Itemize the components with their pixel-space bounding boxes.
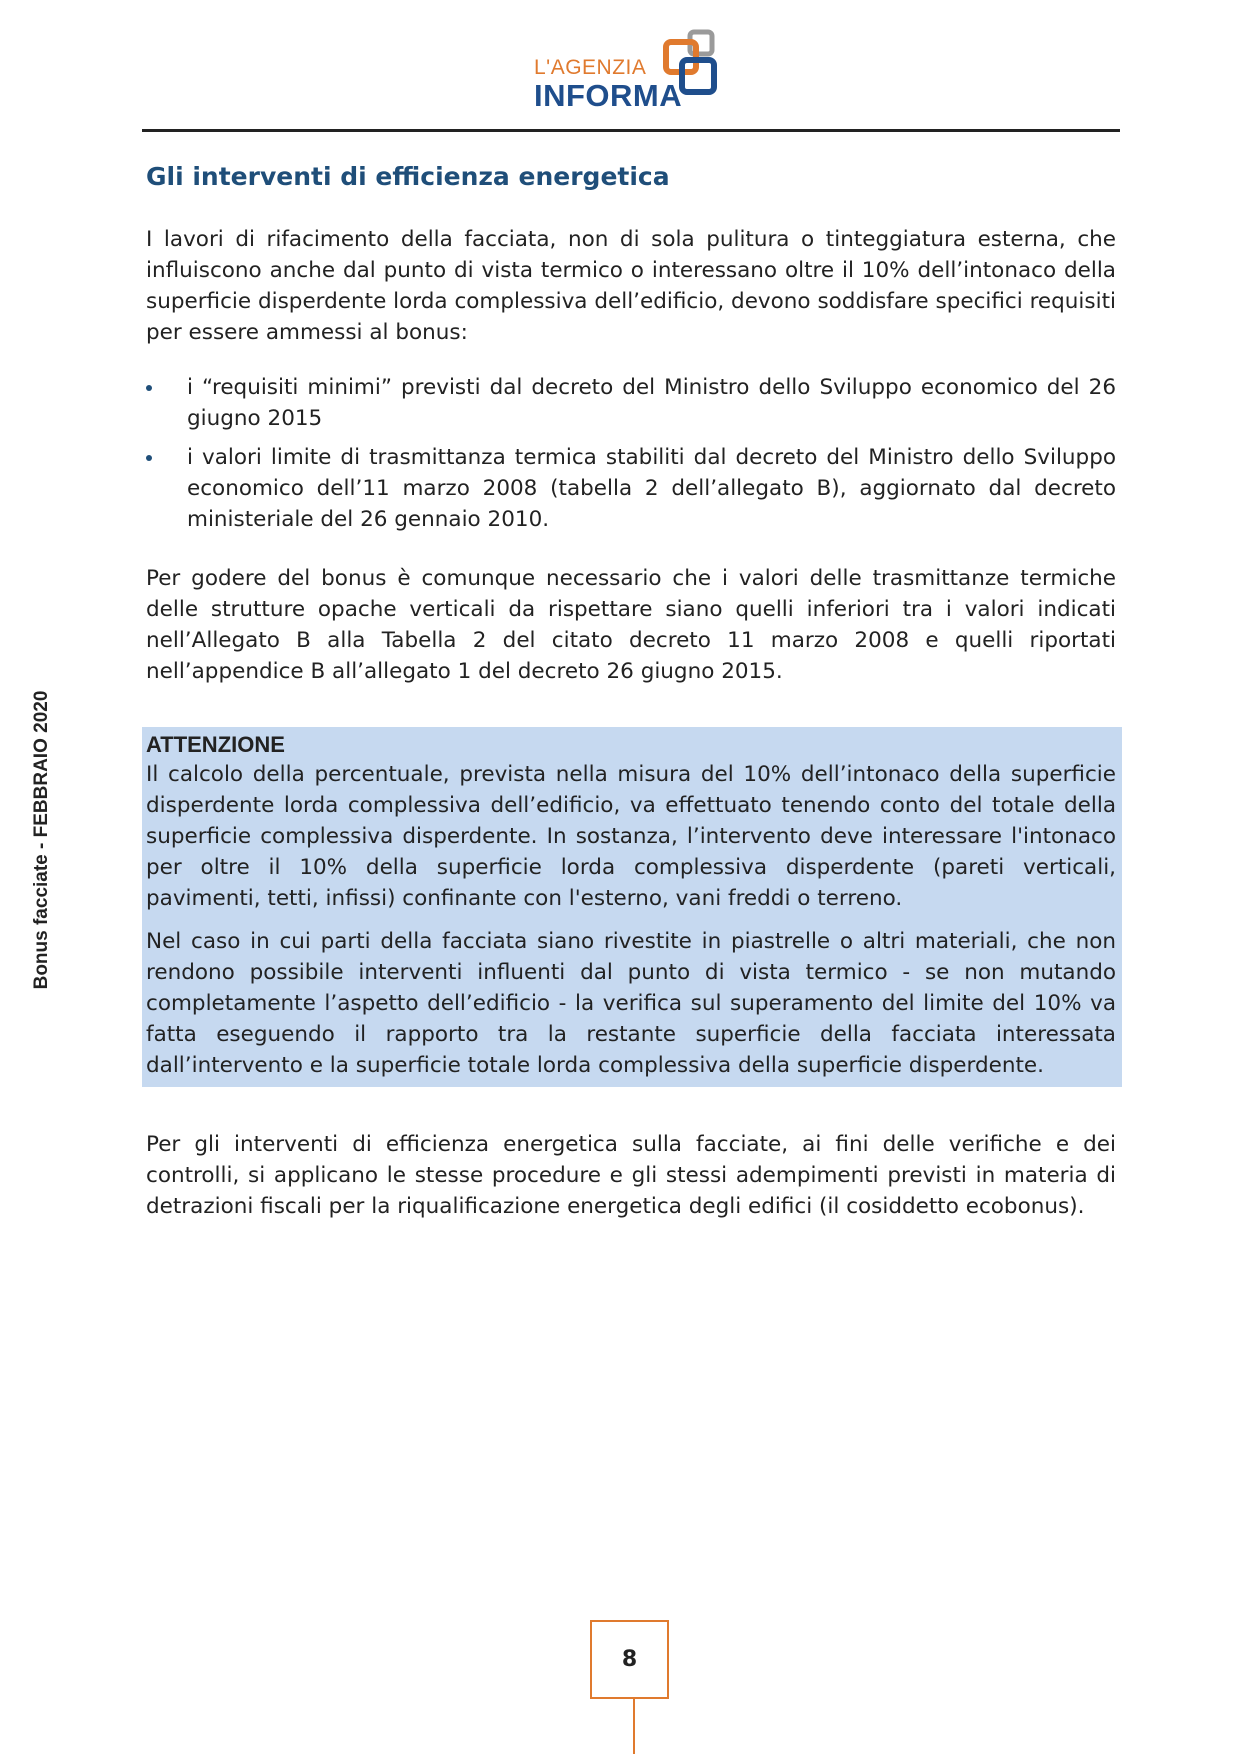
bullet-icon xyxy=(146,385,152,391)
attention-paragraph-1: Il calcolo della percentuale, prevista nella misura del 10% dell’intonaco della superficie disperdente lorda complessiva dell’edificio, va effettuato tenendo conto del totale della superficie complessiva disperdente. In sostanza, l’intervento deve interessare l'intonaco per oltre il 10% della superficie lorda complessiva disperdente (pareti verticali, pavimenti, tetti, infissi) confinante con l'esterno, vani freddi o terreno. xyxy=(146,762,1116,911)
logo-squares-icon xyxy=(662,28,734,100)
procedures-paragraph: Per gli interventi di efficienza energetica sulla facciate, ai fini delle verifiche e dei controlli, si applicano le stesse procedure e gli stessi adempimenti previsti in materia di detrazioni fiscali per la riqualificazione energetica degli edifici (il cosiddetto ecobonus). xyxy=(146,1132,1116,1219)
list-item-text: i valori limite di trasmittanza termica stabiliti dal decreto del Ministro dello Sviluppo economico dell’11 marzo 2008 (tabella 2 dell’allegato B), aggiornato dal decreto ministeriale del 26 gennaio 2010. xyxy=(187,445,1116,532)
logo-line-2: INFORMA xyxy=(534,78,683,113)
bullet-icon xyxy=(146,455,152,461)
requirements-list xyxy=(146,372,1116,535)
logo-line-1: L'AGENZIA xyxy=(534,56,647,79)
list-item xyxy=(146,442,1116,535)
transmittance-paragraph: Per godere del bonus è comunque necessario che i valori delle trasmittanze termiche delle strutture opache verticali da rispettare siano quelli inferiori tra i valori indicati nell’Allegato B alla Tabella 2 del citato decreto 11 marzo 2008 e quelli riportati nell’appendice B all’allegato 1 del decreto 26 giugno 2015. xyxy=(146,566,1116,684)
agenzia-informa-logo xyxy=(534,28,734,114)
list-item xyxy=(146,372,1116,434)
page-number: 8 xyxy=(590,1620,669,1699)
header-divider xyxy=(142,129,1120,132)
side-document-label: Bonus facciate - FEBBRAIO 2020 xyxy=(31,690,52,990)
page-content xyxy=(146,160,1116,1222)
list-item-text: i “requisiti minimi” previsti dal decreto del Ministro dello Sviluppo economico del 26 giugno 2015 xyxy=(187,375,1116,431)
intro-paragraph: I lavori di rifacimento della facciata, non di sola pulitura o tinteggiatura esterna, che influiscono anche dal punto di vista termico o interessano oltre il 10% dell’intonaco della superficie disperdente lorda complessiva dell’edificio, devono soddisfare specifici requisiti per essere ammessi al bonus: xyxy=(146,227,1116,345)
attention-box xyxy=(142,727,1122,1087)
page-number-line xyxy=(633,1699,635,1754)
attention-paragraph-2: Nel caso in cui parti della facciata siano rivestite in piastrelle o altri materiali, che non rendono possibile interventi influenti dal punto di vista termico - se non mutando completamente l’aspetto dell’edificio - la verifica sul superamento del limite del 10% va fatta eseguendo il rapporto tra la restante superficie della facciata interessata dall’intervento e la superficie totale lorda complessiva della superficie disperdente. xyxy=(146,929,1116,1078)
section-title: Gli interventi di efficienza energetica xyxy=(146,162,670,191)
attention-title: ATTENZIONE xyxy=(146,732,285,757)
